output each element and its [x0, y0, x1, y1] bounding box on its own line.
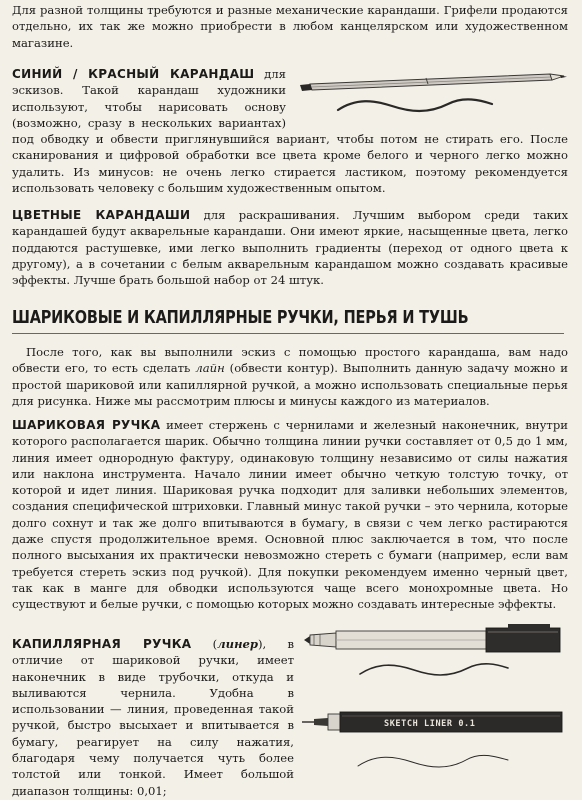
- blue-pencil-term: СИНИЙ / КРАСНЫЙ КАРАНДАШ: [12, 67, 255, 81]
- pens-intro-text-1: После того, как вы выполнили эскиз с помощью простого карандаша, вам надо обвести его, то есть сделать: [12, 345, 568, 376]
- liner-paren: (: [191, 637, 218, 651]
- liner-label: SKETCH LINER 0.1: [384, 719, 476, 729]
- liner-squiggle: [358, 755, 508, 767]
- color-pencils-term: ЦВЕТНЫЕ КАРАНДАШИ: [12, 208, 191, 222]
- pens-intro-italic: лайн: [195, 361, 225, 376]
- liner-italic: линер: [217, 637, 259, 651]
- blue-pencil-text: для эскизов. Такой карандаш художники используют, чтобы нарисовать основу (возможно, сразу в нескольких вариантах) под обводку и обвести приглянувшийся вариант, чтобы потом не стирать его. После сканирования и цифровой обработки все цвета кроме белого и черного легко можно удалить. Из минусов: не очень легко стирается ластиком, поэтому рекомендуется использовать человеку с большим художественным опытом.: [12, 67, 568, 196]
- sketch-liner-icon: [302, 712, 562, 732]
- ballpoint-squiggle: [360, 664, 508, 675]
- liner-text: ), в отличие от шариковой ручки, имеет наконечник в виде трубочки, откуда и выливаются чернила. Удобна в использовании — линия, проведенная такой ручкой, быстро высыхает и впитывается в бумагу, реагирует на силу нажатия, благодаря чему получается чуть более толстой или тонкой. Имеет большой диапазон толщины: 0,01;: [12, 637, 294, 798]
- intro-paragraph: Для разной толщины требуются и разные механические карандаши. Грифели продаются отдельно, их так же можно приобрести в любом канцелярском или художественном магазине.: [12, 3, 568, 50]
- ballpoint-term: ШАРИКОВАЯ РУЧКА: [12, 418, 161, 432]
- ballpoint-illustration: [298, 604, 568, 684]
- liner-paragraph: [12, 636, 294, 799]
- color-pencils-paragraph: [12, 207, 568, 288]
- pencil-icon: [300, 74, 567, 91]
- color-pencils-text: для раскрашивания. Лучшим выбором среди таких карандашей будут акварельные карандаши. Они имеют яркие, насыщенные цвета, легко поддаются растушевке, ими легко выполнить градиенты (переход от одного цвета к другому), а в сочетании с белым акварельным карандашом можно создавать красивые эффекты. Лучше брать большой набор от 24 штук.: [12, 208, 568, 288]
- pens-intro-paragraph: [12, 344, 568, 409]
- section-heading: ШАРИКОВЫЕ И КАПИЛЛЯРНЫЕ РУЧКИ, ПЕРЬЯ И ТУШЬ: [12, 308, 469, 328]
- heading-divider: [12, 333, 564, 334]
- liner-term: КАПИЛЛЯРНАЯ РУЧКА: [12, 637, 192, 651]
- ballpoint-text: имеет стержень с чернилами и железный наконечник, внутри которого располагается шарик. Обычно толщина линии ручки составляет от 0,5 до 1 мм, линия имеет однородную фактуру, одинаковую толщину независимо от силы нажатия или наклона инструмента. Начало линии имеет обычно четкую толстую точку, от которой и идет линия. Шариковая ручка подходит для заливки небольших элементов, создания специфической штриховки. Главный минус такой ручки – это чернила, которые долго сохнут и так же долго впитываются в бумагу, в связи с чем легко растираются даже спустя продолжительное время. Основной плюс заключается в том, что после полного высыхания их практически невозможно стереть с бумаги (например, если вам требуется стереть эскиз под ручкой). Для покупки рекомендуем именно черный цвет, так как в манге для обводки используются чаще всего монохромные цвета. Но существуют и белые ручки, с помощью которых можно создавать интересные эффекты.: [12, 418, 568, 612]
- pens-intro-text-2: (обвести контур). Выполнить данную задачу можно и простой шариковой или капиллярной ручкой, а можно использовать специальные перья для рисунка. Ниже мы рассмотрим плюсы и минусы каждого из материалов.: [12, 361, 568, 408]
- ballpoint-pen-icon: [304, 624, 560, 652]
- blue-pencil-illustration: [296, 60, 568, 122]
- squiggle-line: [338, 99, 492, 111]
- ballpoint-paragraph: [12, 417, 568, 613]
- liner-illustration: [298, 700, 568, 800]
